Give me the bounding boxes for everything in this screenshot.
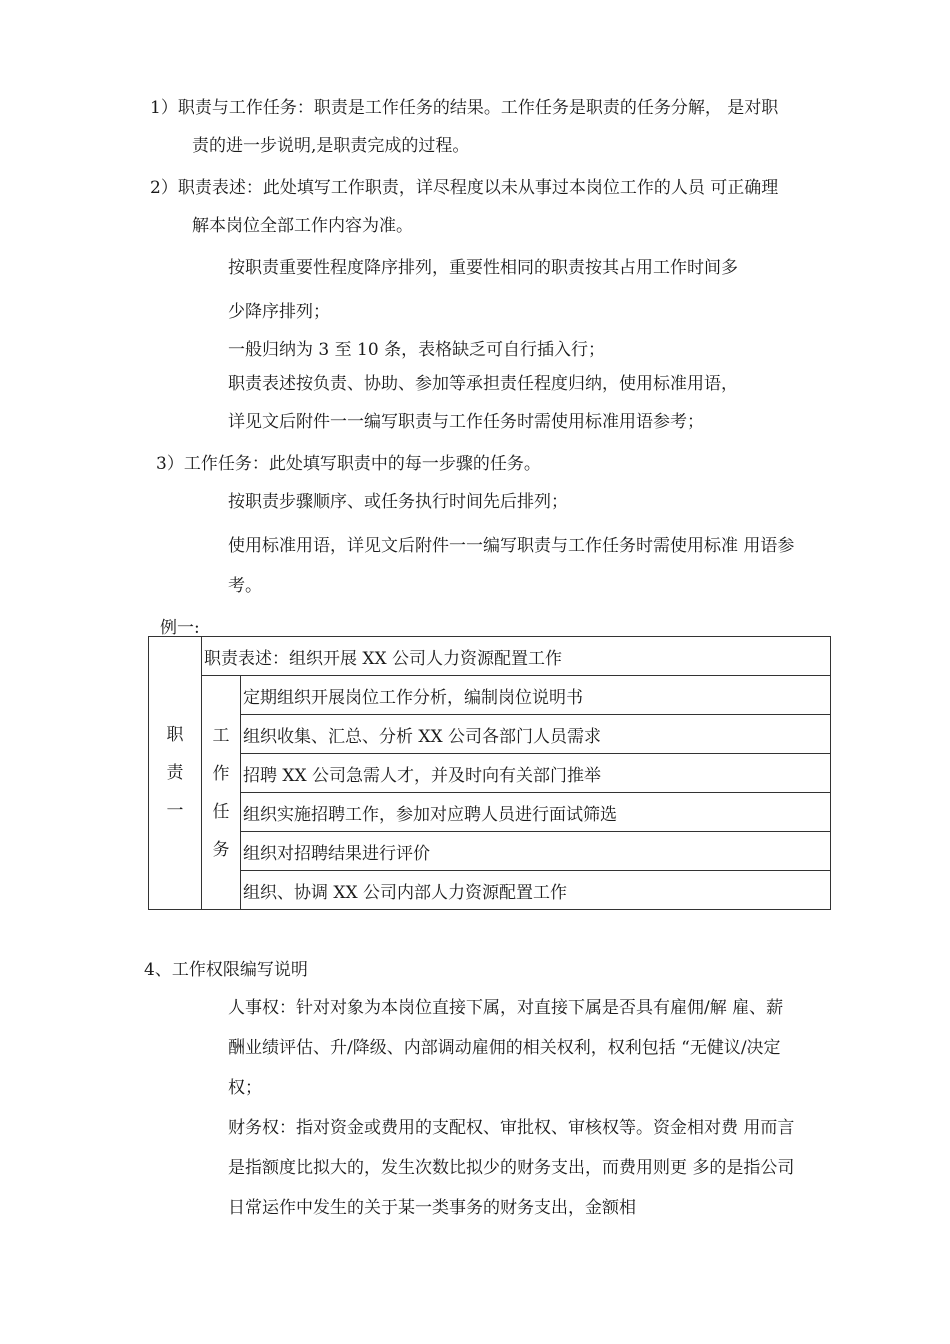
hr-line3: 权； <box>228 1078 262 1098</box>
section4-heading: 4、工作权限编写说明 <box>144 960 308 980</box>
para3-sub2: 使用标准用语，详见文后附件一一编写职责与工作任务时需使用标准 用语参 <box>228 536 795 556</box>
fin-line1: 财务权：指对资金或费用的支配权、审批权、审核权等。资金相对费 用而言 <box>228 1118 795 1138</box>
task-char: 任 <box>212 801 230 822</box>
duty-char: 责 <box>166 763 184 783</box>
hr-line2: 酬业绩评估、升/降级、内部调动雇佣的相关权利，权利包括 “无健议/决定 <box>228 1038 781 1058</box>
para3-line1: 3）工作任务：此处填写职责中的每一步骤的任务。 <box>156 454 541 474</box>
task-row: 组织对招聘结果进行评价 <box>241 832 831 871</box>
para2-line1: 2）职责表述：此处填写工作职责，详尽程度以未从事过本岗位工作的人员 可正确理 <box>150 178 779 198</box>
task-label-cell <box>202 676 241 910</box>
fin-line3: 日常运作中发生的关于某一类事务的财务支出，金额相 <box>228 1198 636 1218</box>
task-row: 定期组织开展岗位工作分析，编制岗位说明书 <box>241 676 831 715</box>
duty-char: 一 <box>166 801 184 821</box>
duty-cell <box>149 637 202 910</box>
task-char: 务 <box>212 839 230 860</box>
task-row: 组织、协调 XX 公司内部人力资源配置工作 <box>241 871 831 910</box>
para2-sub3: 一般归纳为 3 至 10 条，表格缺乏可自行插入行； <box>228 340 606 360</box>
para2-line2: 解本岗位全部工作内容为准。 <box>192 216 413 236</box>
task-row: 组织实施招聘工作，参加对应聘人员进行面试筛选 <box>241 793 831 832</box>
para3-sub1: 按职责步骤顺序、或任务执行时间先后排列； <box>228 492 568 512</box>
para2-sub4: 职责表述按负责、协助、参加等承担责任程度归纳，使用标准用语， <box>228 374 738 394</box>
fin-line2: 是指额度比拟大的，发生次数比拟少的财务支出，而费用则更 多的是指公司 <box>228 1158 795 1178</box>
para2-sub2: 少降序排列； <box>228 302 330 322</box>
task-row: 组织收集、汇总、分析 XX 公司各部门人员需求 <box>241 715 831 754</box>
example-table <box>148 636 831 910</box>
example-label: 例一: <box>160 618 200 638</box>
para3-sub3: 考。 <box>228 576 262 596</box>
task-row: 招聘 XX 公司急需人才，并及时向有关部门推举 <box>241 754 831 793</box>
hr-line1: 人事权：针对对象为本岗位直接下属，对直接下属是否具有雇佣/解 雇、薪 <box>228 998 784 1018</box>
para1-line1: 1）职责与工作任务：职责是工作任务的结果。工作任务是职责的任务分解， 是对职 <box>150 98 779 118</box>
task-char: 作 <box>212 763 230 784</box>
para2-sub5: 详见文后附件一一编写职责与工作任务时需使用标准用语参考； <box>228 412 704 432</box>
para1-line2: 责的进一步说明,是职责完成的过程。 <box>192 136 470 156</box>
para2-sub1: 按职责重要性程度降序排列，重要性相同的职责按其占用工作时间多 <box>228 258 738 278</box>
duty-char: 职 <box>166 725 184 745</box>
duty-statement: 职责表述：组织开展 XX 公司人力资源配置工作 <box>202 637 831 676</box>
task-char: 工 <box>212 725 230 746</box>
